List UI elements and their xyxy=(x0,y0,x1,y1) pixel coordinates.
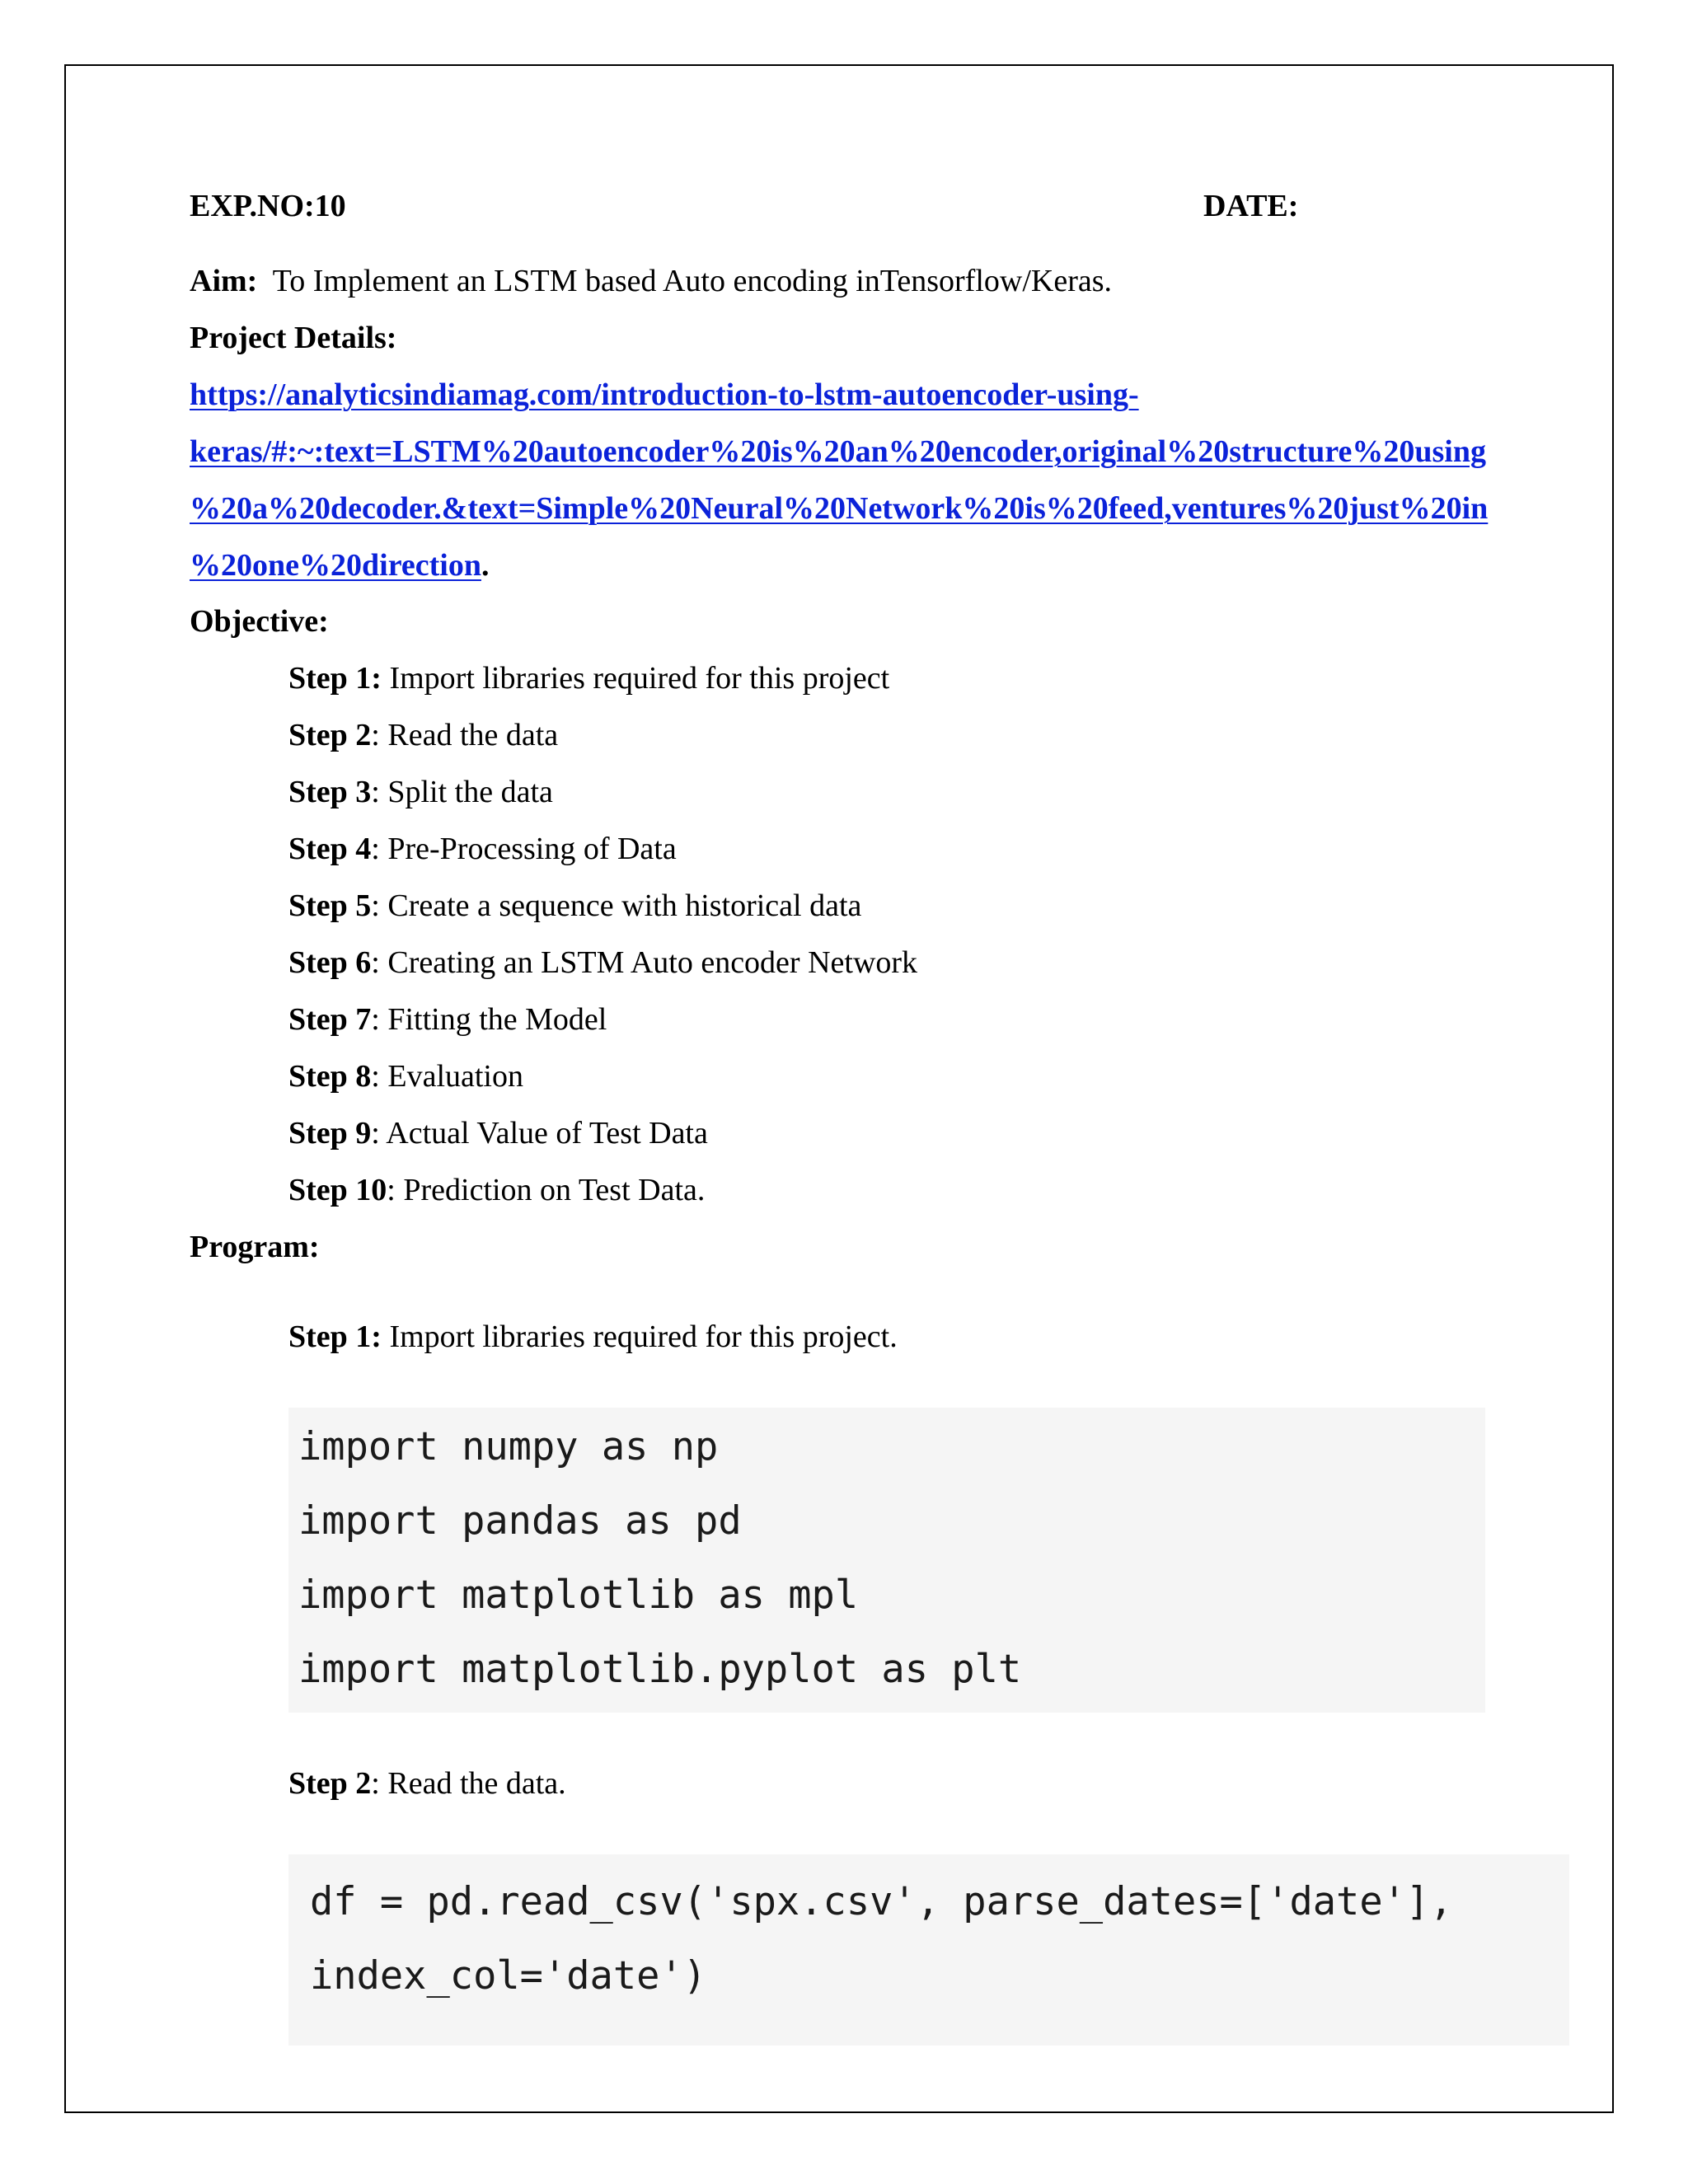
step-label: Step 5 xyxy=(288,888,372,923)
step-text: Read the data. xyxy=(379,1766,566,1801)
step-sep: : xyxy=(371,1766,380,1801)
step-label: Step 7 xyxy=(288,1002,372,1037)
objective-step-1 xyxy=(288,660,889,696)
step-sep: : xyxy=(387,1173,396,1207)
project-link[interactable]: https://analyticsindiamag.com/introduction-to-lstm-autoencoder-using- xyxy=(190,377,1139,412)
step-label: Step 4 xyxy=(288,832,372,866)
code-block-read-csv xyxy=(288,1854,1569,2046)
step-label: Step 2 xyxy=(288,718,372,752)
code-line: import pandas as pd xyxy=(298,1498,742,1544)
aim-label: Aim: xyxy=(190,264,258,298)
step-label: Step 1: xyxy=(288,1319,382,1354)
step-sep: : xyxy=(371,775,380,809)
step-text: Creating an LSTM Auto encoder Network xyxy=(379,945,918,980)
step-sep: : xyxy=(371,1116,380,1151)
code-line: df = pd.read_csv('spx.csv', parse_dates=['date'], xyxy=(310,1879,1453,1924)
objective-step-5 xyxy=(288,888,861,924)
code-line: import matplotlib.pyplot as plt xyxy=(298,1647,1022,1692)
step-label: Step 6 xyxy=(288,945,372,980)
objective-step-8 xyxy=(288,1058,523,1094)
program-step-1 xyxy=(288,1319,898,1355)
objective-step-3 xyxy=(288,774,553,810)
step-text: Prediction on Test Data. xyxy=(395,1173,706,1207)
step-text: Split the data xyxy=(379,775,553,809)
objective-step-7 xyxy=(288,1001,607,1038)
aim-text: To Implement an LSTM based Auto encoding inTensorflow/Keras. xyxy=(272,264,1112,298)
objective-step-6 xyxy=(288,944,917,981)
project-link[interactable]: %20one%20direction xyxy=(190,548,481,583)
project-link-line-3[interactable] xyxy=(190,490,1488,527)
objective-step-2 xyxy=(288,717,558,753)
step-text: Import libraries required for this project. xyxy=(381,1319,898,1354)
step-text: Import libraries required for this project xyxy=(381,661,890,696)
step-label: Step 8 xyxy=(288,1059,372,1094)
step-text: Read the data xyxy=(379,718,559,752)
objective-step-10 xyxy=(288,1172,705,1208)
date-label: DATE: xyxy=(1203,189,1299,223)
project-link-line-4[interactable] xyxy=(190,547,489,583)
link-period: . xyxy=(481,548,490,583)
step-label: Step 2 xyxy=(288,1766,372,1801)
step-sep: : xyxy=(371,832,380,866)
step-sep: : xyxy=(371,945,380,980)
code-line: import numpy as np xyxy=(298,1424,719,1469)
step-sep: : xyxy=(371,888,380,923)
step-sep: : xyxy=(371,1002,380,1037)
project-link-line-2[interactable] xyxy=(190,434,1486,470)
project-link[interactable]: keras/#:~:text=LSTM%20autoencoder%20is%20an%20encoder,original%20structure%20using xyxy=(190,434,1486,469)
step-sep: : xyxy=(371,1059,380,1094)
code-line: import matplotlib as mpl xyxy=(298,1572,859,1618)
program-heading: Program: xyxy=(190,1230,320,1264)
step-text: Evaluation xyxy=(379,1059,523,1094)
step-label: Step 1: xyxy=(288,661,382,696)
aim-line xyxy=(190,263,1112,299)
exp-number: EXP.NO:10 xyxy=(190,189,346,223)
step-text: Pre-Processing of Data xyxy=(379,832,677,866)
objective-step-4 xyxy=(288,831,677,867)
step-sep: : xyxy=(371,718,380,752)
objective-step-9 xyxy=(288,1115,708,1151)
code-block-imports xyxy=(288,1408,1485,1713)
code-line: index_col='date') xyxy=(310,1953,707,1999)
step-label: Step 10 xyxy=(288,1173,387,1207)
project-details-heading: Project Details: xyxy=(190,321,397,355)
program-step-2 xyxy=(288,1765,566,1802)
project-link[interactable]: %20a%20decoder.&text=Simple%20Neural%20Network%20is%20feed,ventures%20just%20in xyxy=(190,491,1489,526)
step-label: Step 3 xyxy=(288,775,372,809)
step-text: Fitting the Model xyxy=(379,1002,607,1037)
step-text: Create a sequence with historical data xyxy=(379,888,862,923)
objective-heading: Objective: xyxy=(190,604,329,639)
step-label: Step 9 xyxy=(288,1116,372,1151)
project-link-line-1[interactable] xyxy=(190,377,1139,413)
step-text: Actual Value of Test Data xyxy=(379,1116,708,1151)
